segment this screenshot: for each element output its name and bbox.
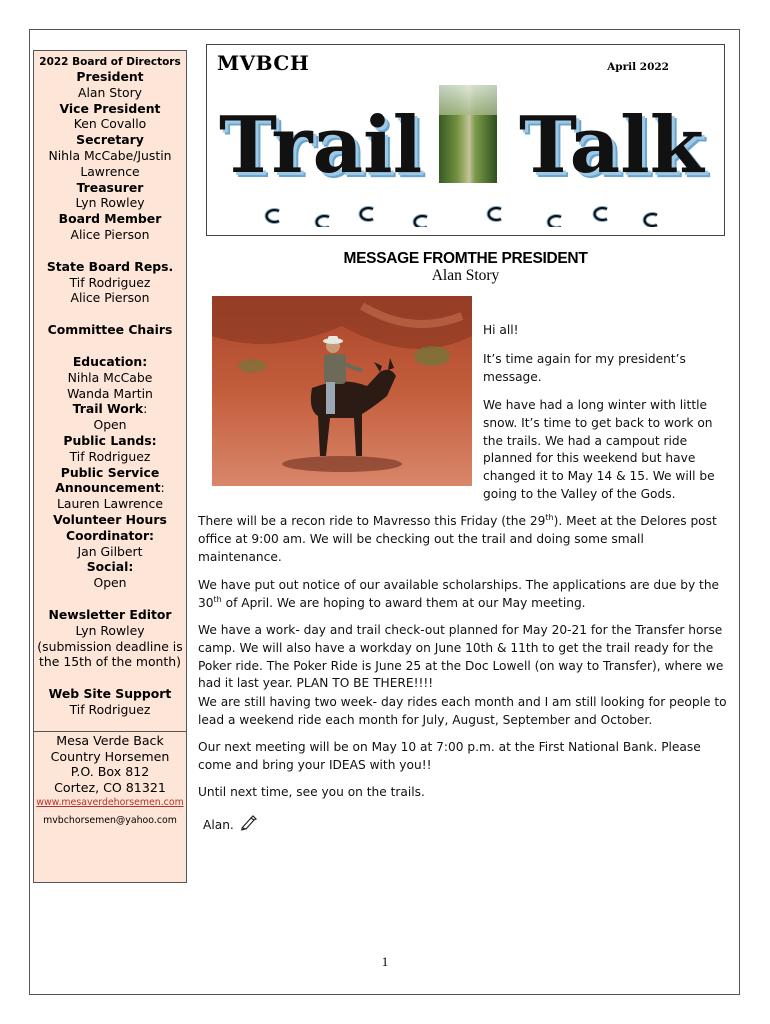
psa-name: Lauren Lawrence — [57, 496, 163, 512]
state-rep-1: Tif Rodriguez — [69, 274, 151, 290]
vp-name: Ken Covallo — [73, 116, 147, 132]
secretary-name-1: Nihla McCabe/Justin — [48, 147, 172, 163]
email-address: mvbchorsemen@yahoo.com — [43, 814, 177, 826]
website-title: Web Site Support — [48, 686, 172, 702]
psa-line — [34, 480, 186, 496]
board-member-title: Board Member — [58, 211, 162, 227]
social-title: Social: — [86, 559, 134, 575]
public-lands-name: Tif Rodriguez — [69, 448, 151, 464]
president-name: Alan Story — [77, 84, 143, 100]
paragraph-3-sup: th — [545, 512, 554, 522]
contact-block — [34, 731, 186, 828]
board-member-name: Alice Pierson — [70, 226, 150, 242]
paragraph-3-b: ). Meet at the Delores post office at 9:00 am. We will be checking out the trail and doing some small maintenance. — [198, 514, 717, 564]
trail-work-title: Trail Work — [72, 401, 144, 417]
newsletter-name: Lyn Rowley — [75, 622, 145, 638]
signoff: Alan. — [203, 818, 234, 832]
sidebar-directory — [33, 50, 187, 883]
writing-hand-icon — [240, 815, 258, 837]
org-name-1: Mesa Verde Back — [56, 733, 164, 748]
org-abbrev: MVBCH — [217, 51, 310, 75]
paragraph-5: We have a work- day and trail check-out planned for May 20-21 for the Transfer horse camp. We will also have a workday on June 10th & 11th to get the trail ready for the Poker ride. The Poker Ride is June 25 at the Doc Lowell (on way to Transfer), where we had it last year. PLAN TO BE THERE!!!! — [198, 623, 724, 691]
public-lands-title: Public Lands: — [63, 432, 157, 448]
newsletter-note-2: the 15th of the month) — [39, 654, 181, 670]
horseshoe-decoration — [257, 205, 677, 227]
vp-title: Vice President — [59, 100, 161, 116]
newsletter-title: Newsletter Editor — [48, 606, 172, 622]
title-word-talk: Talk — [519, 100, 704, 191]
org-name-2: Country Horsemen — [50, 748, 170, 764]
treasurer-title: Treasurer — [76, 179, 144, 195]
state-reps-title: State Board Reps. — [46, 258, 174, 274]
trail-work-name: Open — [93, 417, 127, 433]
state-rep-2: Alice Pierson — [70, 290, 150, 306]
trail-photo — [439, 85, 497, 183]
volunteer-title-2: Coordinator: — [65, 527, 155, 543]
po-box: P.O. Box 812 — [70, 764, 150, 779]
signoff-line — [203, 815, 403, 837]
rider-on-mule-photo — [212, 296, 472, 486]
secretary-title: Secretary — [76, 132, 144, 148]
masthead — [206, 44, 725, 236]
volunteer-title-1: Volunteer Hours — [53, 511, 167, 527]
website-name: Tif Rodriguez — [69, 701, 151, 717]
article-author: Alan Story — [431, 267, 500, 284]
volunteer-name: Jan Gilbert — [77, 543, 143, 559]
paragraph-4-sup: th — [213, 594, 222, 604]
education-name-2: Wanda Martin — [67, 385, 153, 401]
paragraph-3 — [198, 513, 728, 566]
treasurer-name: Lyn Rowley — [75, 195, 145, 211]
secretary-name-2: Lawrence — [80, 163, 140, 179]
paragraph-7: Our next meeting will be on May 10 at 7:00 p.m. at the First National Bank. Please come and bring your IDEAS with you!! — [198, 740, 701, 772]
psa-title-1: Public Service — [60, 464, 160, 480]
title-word-trail: Trail — [219, 100, 423, 191]
paragraph-4-b: of April. We are hoping to award them at our May meeting. — [221, 595, 586, 610]
page-number: 1 — [381, 954, 389, 969]
paragraph-4 — [198, 577, 728, 613]
city-state-zip: Cortez, CO 81321 — [54, 779, 166, 795]
psa-title-2: Announcement — [55, 480, 161, 496]
committee-heading: Committee Chairs — [47, 322, 173, 338]
education-title: Education: — [72, 353, 148, 369]
psa-colon: : — [160, 480, 165, 496]
paragraph-1: It’s time again for my president’s message. — [483, 352, 686, 384]
education-name-1: Nihla McCabe — [67, 369, 153, 385]
paragraph-8: Until next time, see you on the trails. — [198, 785, 425, 799]
paragraph-3-a: There will be a recon ride to Mavresso this Friday (the 29 — [198, 514, 546, 528]
paragraph-4-a: We have put out notice of our available scholarships. The applications are due by the 30 — [198, 578, 720, 610]
social-name: Open — [93, 575, 127, 591]
paragraph-6: We are still having two week- day rides each month and I am still looking for people to lead a weekend ride each month for July, August, September and October. — [198, 695, 727, 727]
trail-work-line — [34, 401, 186, 417]
greeting: Hi all! — [483, 323, 519, 337]
trail-work-colon: : — [143, 401, 148, 417]
issue-date: April 2022 — [607, 61, 669, 73]
website-link[interactable]: www.mesaverdehorsemen.com — [36, 797, 184, 808]
article-title: MESSAGE FROMTHE PRESIDENT — [343, 250, 588, 267]
paragraph-2: We have had a long winter with little snow. It’s time to get back to work on the trails. We had a campout ride planned for this weekend but have changed it to May 14 & 15. We will be going to the Valley of the Gods. — [483, 398, 715, 501]
board-heading: 2022 Board of Directors — [39, 56, 181, 68]
newsletter-note-1: (submission deadline is — [37, 638, 183, 654]
president-title: President — [76, 69, 144, 84]
